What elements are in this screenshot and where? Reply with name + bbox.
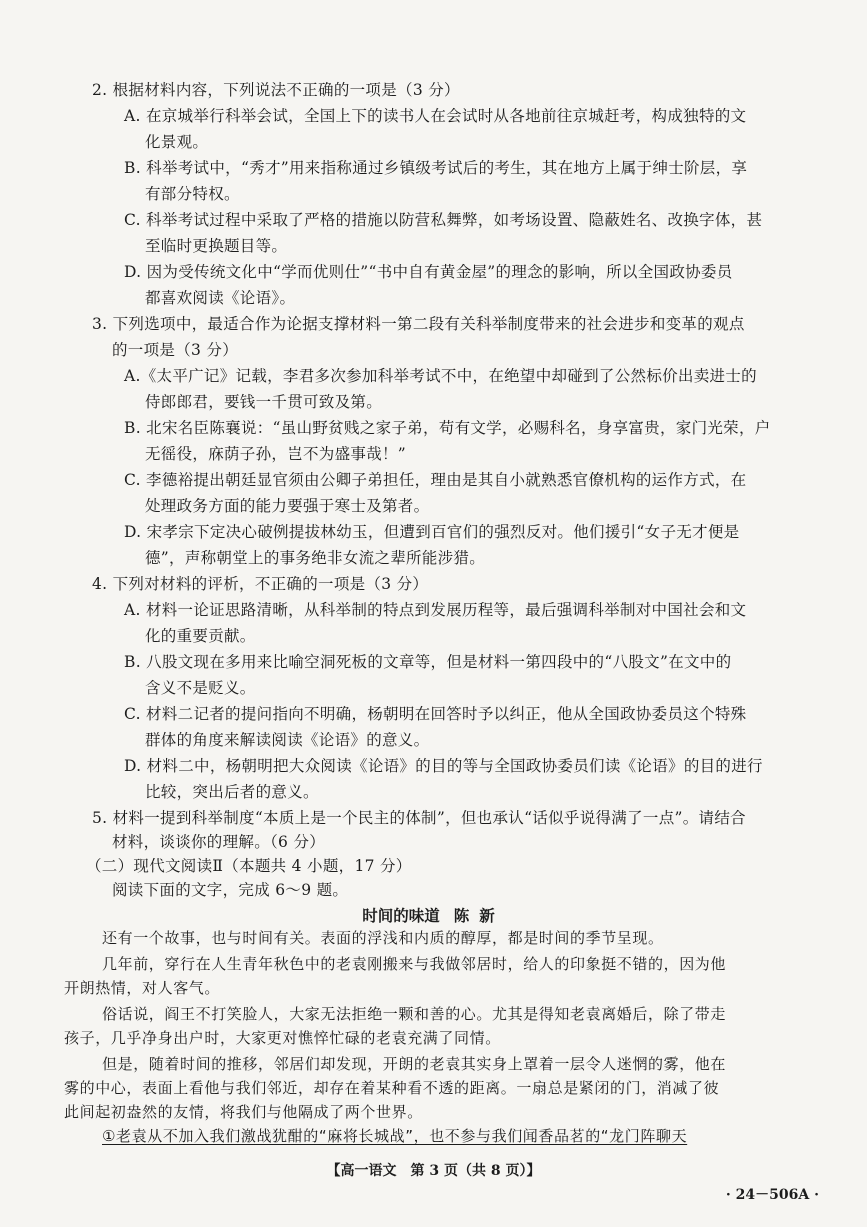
- q3-option-d: D. 宋孝宗下定决心破例提拔林幼玉，但遭到百官们的强烈反对。他们援引“女子无才便是: [124, 523, 740, 541]
- story-title: 时间的味道: [362, 906, 440, 925]
- q2-option-d-cont: 都喜欢阅读《论语》。: [145, 289, 296, 307]
- q4-option-d-cont: 比较，突出后者的意义。: [145, 783, 319, 801]
- q3-option-a: A.《太平广记》记载，李君多次参加科举考试不中，在绝望中却碰到了公然标价出卖进士的: [124, 367, 757, 385]
- story-paragraph-2: 几年前，穿行在人生青年秋色中的老袁刚搬来与我做邻居时，给人的印象挺不错的，因为他: [102, 955, 727, 973]
- story-author: 陈新: [453, 906, 505, 925]
- section-instruction: 阅读下面的文字，完成 6～9 题。: [112, 881, 349, 899]
- q4-stem: 4. 下列对材料的评析，不正确的一项是（3 分）: [92, 575, 429, 593]
- q4-option-a-cont: 化的重要贡献。: [145, 627, 256, 645]
- story-paragraph-3-cont: 孩子，几乎净身出户时，大家更对憔悴忙碌的老袁充满了同情。: [64, 1029, 501, 1047]
- q4-option-a: A. 材料一论证思路清晰，从科举制的特点到发展历程等，最后强调科举制对中国社会和文: [124, 601, 747, 619]
- q3-option-d-cont: 德”，声称朝堂上的事务绝非女流之辈所能涉猎。: [145, 549, 486, 567]
- story-title-row: [0, 904, 867, 926]
- q4-option-c-cont: 群体的角度来解读阅读《论语》的意义。: [145, 731, 430, 749]
- page-footer: 【高一语文 第 3 页（共 8 页）】: [326, 1163, 541, 1179]
- q3-option-b: B. 北宋名臣陈襄说：“虽山野贫贱之家子弟，苟有文学，必赐科名，身享富贵，家门光荣，户: [124, 419, 771, 437]
- section-heading: （二）现代文阅读Ⅱ（本题共 4 小题，17 分）: [86, 857, 412, 875]
- q2-option-c: C. 科举考试过程中采取了严格的措施以防营私舞弊，如考场设置、隐蔽姓名、改换字体，甚: [124, 211, 763, 229]
- q3-stem: 3. 下列选项中，最适合作为论据支撑材料一第二段有关科举制度带来的社会进步和变革的观点: [92, 315, 745, 333]
- q2-option-c-cont: 至临时更换题目等。: [145, 237, 288, 255]
- paper-code: · 24－506A ·: [725, 1187, 819, 1203]
- q2-stem: 2. 根据材料内容，下列说法不正确的一项是（3 分）: [92, 81, 460, 99]
- q2-option-d: D. 因为受传统文化中“学而优则仕”“书中自有黄金屋”的理念的影响，所以全国政协委员: [124, 263, 733, 281]
- q3-option-c-cont: 处理政务方面的能力要强于寒士及第者。: [145, 497, 430, 515]
- story-paragraph-5-underlined: ①老袁从不加入我们激战犹酣的“麻将长城战”，也不参与我们闻香品茗的“龙门阵聊天: [102, 1127, 688, 1145]
- q3-option-c: C. 李德裕提出朝廷显官须由公卿子弟担任，理由是其自小就熟悉官僚机构的运作方式，在: [124, 471, 747, 489]
- story-paragraph-3: 俗话说，阎王不打笑脸人，大家无法拒绝一颗和善的心。尤其是得知老袁离婚后，除了带走: [102, 1005, 727, 1023]
- story-paragraph-4: 但是，随着时间的推移，邻居们却发现，开朗的老袁其实身上罩着一层令人迷惘的雾，他在: [102, 1055, 727, 1073]
- q2-option-b-cont: 有部分特权。: [145, 185, 240, 203]
- q3-option-b-cont: 无徭役，庥荫子孙，岂不为盛事哉！”: [145, 445, 407, 463]
- q4-option-d: D. 材料二中，杨朝明把大众阅读《论语》的目的等与全国政协委员们读《论语》的目的进行: [124, 757, 763, 775]
- q3-stem-cont: 的一项是（3 分）: [112, 341, 238, 359]
- story-paragraph-2-cont: 开朗热情，对人客气。: [64, 979, 221, 997]
- q2-option-a-cont: 化景观。: [145, 133, 209, 151]
- story-paragraph-4-cont2: 此间起初盎然的友情，将我们与他隔成了两个世界。: [64, 1103, 423, 1121]
- q5-stem: 5. 材料一提到科举制度“本质上是一个民主的体制”，但也承认“话似乎说得满了一点”。请结合: [92, 809, 746, 827]
- q5-stem-cont: 材料，谈谈你的理解。（6 分）: [112, 833, 326, 851]
- q2-option-b: B. 科举考试中，“秀才”用来指称通过乡镇级考试后的考生，其在地方上属于绅士阶层，享: [124, 159, 748, 177]
- story-paragraph-1: 还有一个故事，也与时间有关。表面的浮浅和内质的醇厚，都是时间的季节呈现。: [102, 929, 664, 947]
- q4-option-c: C. 材料二记者的提问指向不明确，杨朝明在回答时予以纠正，他从全国政协委员这个特殊: [124, 705, 747, 723]
- q4-option-b-cont: 含义不是贬义。: [145, 679, 256, 697]
- story-paragraph-4-cont: 雾的中心，表面上看他与我们邻近，却存在着某种看不透的距离。一扇总是紧闭的门，消减了彼: [64, 1079, 720, 1097]
- q2-option-a: A. 在京城举行科举会试，全国上下的读书人在会试时从各地前往京城赶考，构成独特的文: [124, 107, 747, 125]
- q3-option-a-cont: 侍郎郎君，要钱一千贯可致及第。: [145, 393, 383, 411]
- q4-option-b: B. 八股文现在多用来比喻空洞死板的文章等，但是材料一第四段中的“八股文”在文中的: [124, 653, 732, 671]
